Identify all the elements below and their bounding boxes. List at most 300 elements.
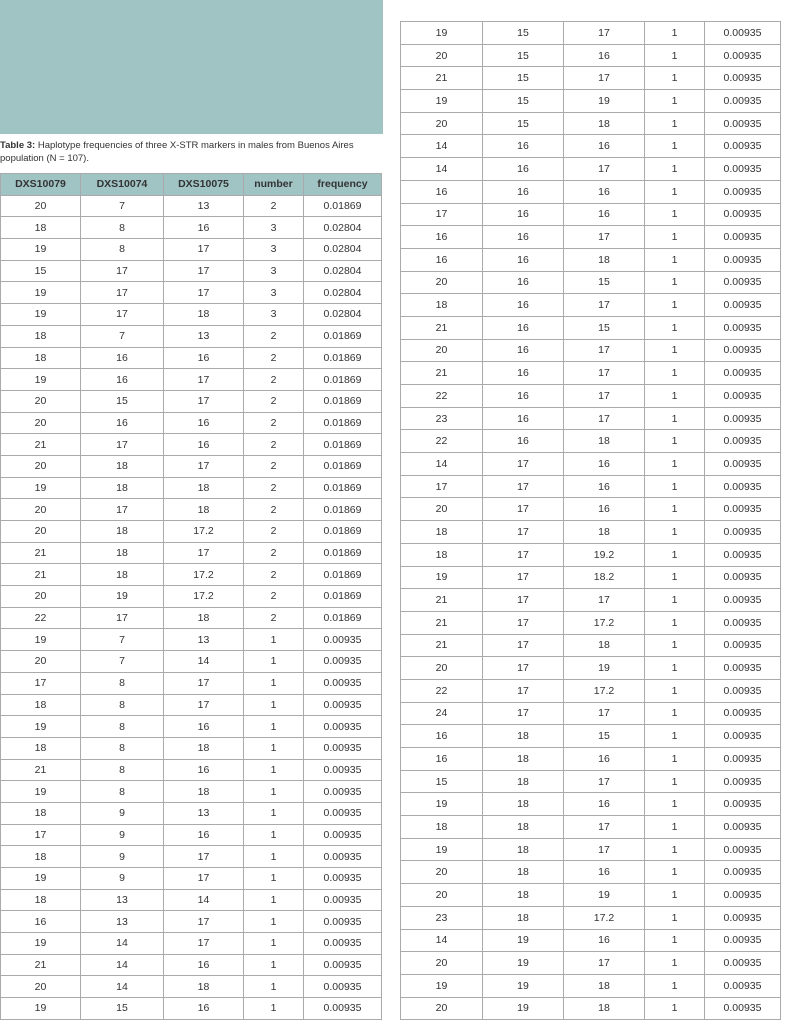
- table-row: [401, 498, 781, 521]
- table-row: [401, 339, 781, 362]
- cell-dxs10079: 14: [401, 453, 483, 476]
- cell-dxs10079: 20: [401, 657, 483, 680]
- cell-number: 1: [645, 611, 705, 634]
- cell-number: 1: [645, 974, 705, 997]
- table-row: [401, 884, 781, 907]
- table-row: [401, 180, 781, 203]
- cell-dxs10074: 7: [81, 195, 164, 217]
- cell-number: 3: [244, 239, 304, 261]
- cell-dxs10079: 22: [401, 430, 483, 453]
- cell-dxs10074: 17: [483, 679, 564, 702]
- cell-dxs10075: 17.2: [164, 564, 244, 586]
- cell-dxs10074: 18: [81, 521, 164, 543]
- cell-number: 1: [645, 793, 705, 816]
- cell-dxs10075: 17: [564, 158, 645, 181]
- cell-dxs10079: 23: [401, 906, 483, 929]
- cell-number: 1: [645, 385, 705, 408]
- cell-number: 1: [645, 679, 705, 702]
- cell-number: 1: [645, 316, 705, 339]
- table-row: [1, 737, 382, 759]
- cell-number: 2: [244, 607, 304, 629]
- cell-frequency: 0.00935: [705, 974, 781, 997]
- cell-frequency: 0.00935: [705, 430, 781, 453]
- cell-dxs10074: 17: [81, 434, 164, 456]
- cell-dxs10075: 13: [164, 195, 244, 217]
- table-row: [401, 135, 781, 158]
- cell-dxs10074: 8: [81, 217, 164, 239]
- cell-dxs10074: 16: [483, 362, 564, 385]
- cell-dxs10079: 18: [1, 347, 81, 369]
- table-row: [401, 702, 781, 725]
- table-row: [1, 477, 382, 499]
- table-row: [1, 781, 382, 803]
- cell-frequency: 0.00935: [705, 952, 781, 975]
- table-row: [1, 911, 382, 933]
- cell-dxs10079: 18: [1, 325, 81, 347]
- cell-dxs10079: 18: [401, 521, 483, 544]
- cell-dxs10074: 17: [483, 566, 564, 589]
- cell-dxs10074: 9: [81, 868, 164, 890]
- cell-frequency: 0.00935: [705, 861, 781, 884]
- table-row: [401, 952, 781, 975]
- cell-dxs10074: 18: [483, 861, 564, 884]
- cell-dxs10074: 18: [483, 884, 564, 907]
- cell-frequency: 0.00935: [705, 906, 781, 929]
- cell-dxs10075: 15: [564, 271, 645, 294]
- cell-frequency: 0.00935: [705, 180, 781, 203]
- cell-number: 1: [645, 838, 705, 861]
- cell-dxs10074: 18: [483, 770, 564, 793]
- cell-dxs10079: 20: [401, 44, 483, 67]
- cell-dxs10075: 18: [564, 112, 645, 135]
- cell-dxs10075: 17: [564, 407, 645, 430]
- cell-dxs10079: 18: [1, 694, 81, 716]
- cell-dxs10079: 20: [401, 112, 483, 135]
- cell-dxs10074: 17: [81, 282, 164, 304]
- cell-dxs10079: 17: [401, 475, 483, 498]
- cell-dxs10079: 18: [1, 889, 81, 911]
- caption-text: Haplotype frequencies of three X-STR markers in males from Buenos Aires population (N = 107).: [0, 140, 354, 164]
- cell-dxs10079: 19: [1, 781, 81, 803]
- cell-dxs10075: 17: [564, 22, 645, 45]
- cell-dxs10074: 16: [483, 430, 564, 453]
- cell-dxs10079: 19: [401, 838, 483, 861]
- cell-dxs10079: 19: [1, 477, 81, 499]
- cell-dxs10074: 18: [81, 477, 164, 499]
- cell-number: 1: [645, 112, 705, 135]
- cell-dxs10074: 16: [483, 271, 564, 294]
- cell-number: 2: [244, 325, 304, 347]
- cell-dxs10079: 20: [401, 339, 483, 362]
- cell-dxs10075: 17: [564, 226, 645, 249]
- cell-dxs10074: 7: [81, 325, 164, 347]
- cell-dxs10074: 8: [81, 239, 164, 261]
- cell-number: 2: [244, 195, 304, 217]
- cell-dxs10075: 16: [164, 412, 244, 434]
- cell-dxs10074: 14: [81, 976, 164, 998]
- cell-number: 2: [244, 586, 304, 608]
- cell-frequency: 0.00935: [304, 954, 382, 976]
- cell-dxs10079: 16: [401, 248, 483, 271]
- table-row: [1, 390, 382, 412]
- cell-frequency: 0.01869: [304, 434, 382, 456]
- cell-number: 1: [244, 737, 304, 759]
- table-row: [401, 316, 781, 339]
- cell-dxs10075: 16: [164, 824, 244, 846]
- cell-dxs10075: 17: [164, 239, 244, 261]
- table-row: [401, 362, 781, 385]
- cell-dxs10075: 19: [564, 884, 645, 907]
- cell-dxs10079: 19: [1, 868, 81, 890]
- table-body-right: [401, 22, 781, 1020]
- table-row: [401, 589, 781, 612]
- cell-frequency: 0.00935: [705, 385, 781, 408]
- cell-dxs10079: 19: [1, 304, 81, 326]
- cell-number: 1: [244, 976, 304, 998]
- cell-frequency: 0.01869: [304, 347, 382, 369]
- cell-dxs10075: 16: [564, 44, 645, 67]
- cell-dxs10074: 8: [81, 672, 164, 694]
- cell-dxs10075: 16: [564, 929, 645, 952]
- cell-dxs10074: 15: [483, 90, 564, 113]
- cell-dxs10075: 17: [164, 694, 244, 716]
- cell-frequency: 0.01869: [304, 521, 382, 543]
- cell-number: 1: [645, 67, 705, 90]
- cell-dxs10074: 17: [81, 499, 164, 521]
- cell-dxs10074: 17: [483, 589, 564, 612]
- cell-frequency: 0.00935: [304, 672, 382, 694]
- table-row: [1, 347, 382, 369]
- haplotype-table-right: [400, 21, 781, 1020]
- cell-dxs10074: 17: [483, 543, 564, 566]
- cell-frequency: 0.02804: [304, 217, 382, 239]
- cell-dxs10074: 17: [483, 611, 564, 634]
- cell-number: 1: [645, 634, 705, 657]
- cell-dxs10079: 17: [401, 203, 483, 226]
- cell-dxs10075: 17: [564, 838, 645, 861]
- cell-dxs10075: 18: [564, 521, 645, 544]
- cell-number: 1: [645, 135, 705, 158]
- cell-number: 1: [244, 759, 304, 781]
- cell-frequency: 0.00935: [304, 781, 382, 803]
- table-row: [401, 475, 781, 498]
- cell-dxs10075: 17: [164, 933, 244, 955]
- table-row: [1, 846, 382, 868]
- table-row: [1, 434, 382, 456]
- cell-frequency: 0.00935: [705, 407, 781, 430]
- cell-frequency: 0.01869: [304, 390, 382, 412]
- cell-dxs10074: 15: [483, 112, 564, 135]
- cell-number: 1: [244, 629, 304, 651]
- cell-frequency: 0.00935: [304, 629, 382, 651]
- cell-dxs10075: 16: [164, 954, 244, 976]
- cell-dxs10074: 17: [483, 702, 564, 725]
- cell-frequency: 0.02804: [304, 304, 382, 326]
- cell-dxs10075: 16: [564, 135, 645, 158]
- cell-number: 1: [645, 521, 705, 544]
- table-row: [1, 933, 382, 955]
- cell-dxs10079: 21: [401, 611, 483, 634]
- cell-dxs10075: 17.2: [164, 586, 244, 608]
- cell-dxs10079: 19: [1, 239, 81, 261]
- cell-dxs10079: 20: [1, 651, 81, 673]
- cell-frequency: 0.00935: [304, 759, 382, 781]
- cell-number: 1: [645, 543, 705, 566]
- cell-number: 1: [645, 498, 705, 521]
- cell-dxs10079: 14: [401, 929, 483, 952]
- cell-dxs10075: 17.2: [564, 611, 645, 634]
- cell-dxs10075: 16: [564, 861, 645, 884]
- cell-dxs10079: 19: [1, 369, 81, 391]
- cell-frequency: 0.00935: [705, 657, 781, 680]
- table-row: [1, 759, 382, 781]
- cell-dxs10075: 17: [164, 455, 244, 477]
- cell-dxs10079: 16: [401, 226, 483, 249]
- cell-frequency: 0.00935: [705, 339, 781, 362]
- cell-dxs10074: 16: [483, 226, 564, 249]
- cell-number: 1: [645, 475, 705, 498]
- cell-number: 1: [645, 929, 705, 952]
- cell-dxs10075: 17: [564, 294, 645, 317]
- cell-dxs10074: 17: [483, 453, 564, 476]
- cell-dxs10079: 20: [1, 586, 81, 608]
- cell-dxs10075: 17: [564, 67, 645, 90]
- cell-number: 2: [244, 477, 304, 499]
- cell-number: 1: [645, 248, 705, 271]
- cell-dxs10074: 17: [483, 498, 564, 521]
- cell-dxs10074: 8: [81, 759, 164, 781]
- cell-dxs10074: 15: [483, 44, 564, 67]
- cell-frequency: 0.00935: [705, 67, 781, 90]
- cell-dxs10079: 15: [401, 770, 483, 793]
- cell-dxs10075: 13: [164, 325, 244, 347]
- cell-dxs10079: 20: [401, 997, 483, 1020]
- cell-number: 1: [244, 802, 304, 824]
- cell-dxs10075: 16: [164, 759, 244, 781]
- table-row: [401, 226, 781, 249]
- cell-dxs10079: 20: [1, 455, 81, 477]
- cell-dxs10074: 19: [81, 586, 164, 608]
- cell-dxs10079: 21: [1, 542, 81, 564]
- caption-label: Table 3:: [0, 140, 36, 151]
- cell-dxs10079: 18: [1, 846, 81, 868]
- table-row: [1, 694, 382, 716]
- cell-dxs10079: 23: [401, 407, 483, 430]
- cell-dxs10079: 14: [401, 158, 483, 181]
- cell-dxs10074: 17: [483, 634, 564, 657]
- cell-dxs10075: 17: [164, 868, 244, 890]
- cell-dxs10075: 17: [164, 672, 244, 694]
- cell-dxs10075: 16: [564, 498, 645, 521]
- table-row: [401, 90, 781, 113]
- cell-dxs10075: 14: [164, 651, 244, 673]
- table-row: [401, 271, 781, 294]
- cell-dxs10074: 16: [483, 135, 564, 158]
- cell-dxs10075: 16: [564, 203, 645, 226]
- table-row: [1, 499, 382, 521]
- cell-frequency: 0.00935: [304, 976, 382, 998]
- cell-dxs10079: 19: [1, 282, 81, 304]
- table-row: [1, 802, 382, 824]
- cell-dxs10079: 19: [1, 629, 81, 651]
- cell-dxs10075: 13: [164, 629, 244, 651]
- cell-number: 1: [244, 651, 304, 673]
- cell-dxs10075: 18: [164, 499, 244, 521]
- cell-dxs10075: 18: [164, 781, 244, 803]
- cell-dxs10075: 17: [164, 846, 244, 868]
- cell-dxs10075: 17: [564, 952, 645, 975]
- cell-dxs10079: 21: [1, 564, 81, 586]
- cell-dxs10074: 16: [81, 412, 164, 434]
- cell-dxs10079: 20: [1, 390, 81, 412]
- cell-frequency: 0.00935: [705, 816, 781, 839]
- table-row: [401, 112, 781, 135]
- cell-number: 1: [244, 954, 304, 976]
- cell-number: 1: [244, 694, 304, 716]
- cell-dxs10079: 21: [1, 954, 81, 976]
- cell-frequency: 0.01869: [304, 195, 382, 217]
- cell-dxs10079: 19: [401, 566, 483, 589]
- cell-number: 1: [645, 158, 705, 181]
- cell-number: 1: [645, 861, 705, 884]
- cell-dxs10079: 20: [401, 884, 483, 907]
- cell-dxs10075: 16: [564, 793, 645, 816]
- cell-dxs10075: 15: [564, 316, 645, 339]
- table-row: [1, 868, 382, 890]
- header-dxs10075: DXS10075: [164, 174, 244, 196]
- table-row: [1, 651, 382, 673]
- cell-dxs10075: 16: [164, 217, 244, 239]
- cell-number: 2: [244, 521, 304, 543]
- cell-frequency: 0.01869: [304, 455, 382, 477]
- cell-number: 1: [645, 226, 705, 249]
- cell-number: 1: [645, 702, 705, 725]
- cell-dxs10075: 18: [164, 477, 244, 499]
- cell-dxs10074: 18: [81, 542, 164, 564]
- cell-dxs10079: 18: [401, 543, 483, 566]
- cell-dxs10074: 18: [483, 838, 564, 861]
- cell-number: 1: [645, 770, 705, 793]
- cell-dxs10074: 17: [81, 304, 164, 326]
- cell-dxs10079: 17: [1, 672, 81, 694]
- cell-dxs10075: 18: [564, 997, 645, 1020]
- table-row: [401, 634, 781, 657]
- table-row: [401, 543, 781, 566]
- cell-frequency: 0.01869: [304, 325, 382, 347]
- cell-dxs10075: 17: [164, 911, 244, 933]
- cell-number: 1: [244, 868, 304, 890]
- cell-number: 1: [645, 339, 705, 362]
- cell-frequency: 0.01869: [304, 564, 382, 586]
- table-row: [401, 67, 781, 90]
- table-row: [1, 455, 382, 477]
- table-row: [1, 217, 382, 239]
- cell-dxs10074: 14: [81, 954, 164, 976]
- cell-number: 1: [244, 672, 304, 694]
- cell-frequency: 0.00935: [705, 543, 781, 566]
- cell-dxs10079: 18: [1, 217, 81, 239]
- cell-number: 1: [645, 453, 705, 476]
- cell-dxs10075: 17: [564, 339, 645, 362]
- cell-dxs10079: 15: [1, 260, 81, 282]
- cell-dxs10075: 16: [164, 998, 244, 1020]
- cell-dxs10079: 24: [401, 702, 483, 725]
- cell-number: 2: [244, 434, 304, 456]
- cell-number: 1: [645, 748, 705, 771]
- cell-dxs10074: 16: [483, 158, 564, 181]
- cell-dxs10074: 16: [81, 347, 164, 369]
- cell-dxs10075: 17: [564, 362, 645, 385]
- cell-frequency: 0.01869: [304, 477, 382, 499]
- table-row: [1, 521, 382, 543]
- cell-number: 2: [244, 564, 304, 586]
- cell-dxs10074: 13: [81, 911, 164, 933]
- table-row: [1, 672, 382, 694]
- cell-dxs10079: 22: [401, 385, 483, 408]
- cell-frequency: 0.00935: [705, 112, 781, 135]
- header-frequency: frequency: [304, 174, 382, 196]
- cell-dxs10079: 20: [401, 952, 483, 975]
- cell-frequency: 0.00935: [705, 316, 781, 339]
- table-row: [401, 861, 781, 884]
- cell-dxs10075: 18: [564, 974, 645, 997]
- cell-frequency: 0.01869: [304, 607, 382, 629]
- cell-frequency: 0.01869: [304, 542, 382, 564]
- cell-dxs10075: 19.2: [564, 543, 645, 566]
- cell-number: 1: [645, 725, 705, 748]
- cell-dxs10074: 16: [81, 369, 164, 391]
- table-header-row: [1, 174, 382, 196]
- cell-number: 1: [645, 90, 705, 113]
- cell-dxs10074: 18: [81, 564, 164, 586]
- table-row: [401, 838, 781, 861]
- cell-dxs10079: 18: [401, 294, 483, 317]
- cell-frequency: 0.00935: [705, 634, 781, 657]
- cell-dxs10074: 16: [483, 203, 564, 226]
- cell-number: 1: [645, 952, 705, 975]
- cell-dxs10074: 19: [483, 974, 564, 997]
- table-row: [401, 22, 781, 45]
- cell-dxs10075: 16: [164, 347, 244, 369]
- cell-dxs10075: 18: [564, 634, 645, 657]
- cell-number: 1: [645, 906, 705, 929]
- cell-frequency: 0.00935: [705, 248, 781, 271]
- cell-dxs10079: 20: [1, 976, 81, 998]
- cell-dxs10075: 17.2: [564, 679, 645, 702]
- cell-dxs10079: 18: [1, 737, 81, 759]
- cell-frequency: 0.00935: [705, 679, 781, 702]
- cell-dxs10074: 19: [483, 952, 564, 975]
- cell-dxs10075: 16: [164, 716, 244, 738]
- cell-frequency: 0.00935: [304, 824, 382, 846]
- cell-dxs10075: 19: [564, 90, 645, 113]
- table-row: [1, 716, 382, 738]
- table-row: [401, 770, 781, 793]
- cell-frequency: 0.00935: [705, 158, 781, 181]
- cell-number: 2: [244, 369, 304, 391]
- cell-dxs10079: 16: [401, 725, 483, 748]
- cell-number: 1: [645, 362, 705, 385]
- cell-dxs10075: 17: [164, 542, 244, 564]
- cell-number: 1: [244, 998, 304, 1020]
- cell-frequency: 0.01869: [304, 369, 382, 391]
- cell-dxs10074: 18: [483, 725, 564, 748]
- table-row: [1, 369, 382, 391]
- table-row: [401, 906, 781, 929]
- cell-dxs10075: 18: [564, 430, 645, 453]
- cell-frequency: 0.00935: [705, 838, 781, 861]
- cell-dxs10079: 21: [401, 67, 483, 90]
